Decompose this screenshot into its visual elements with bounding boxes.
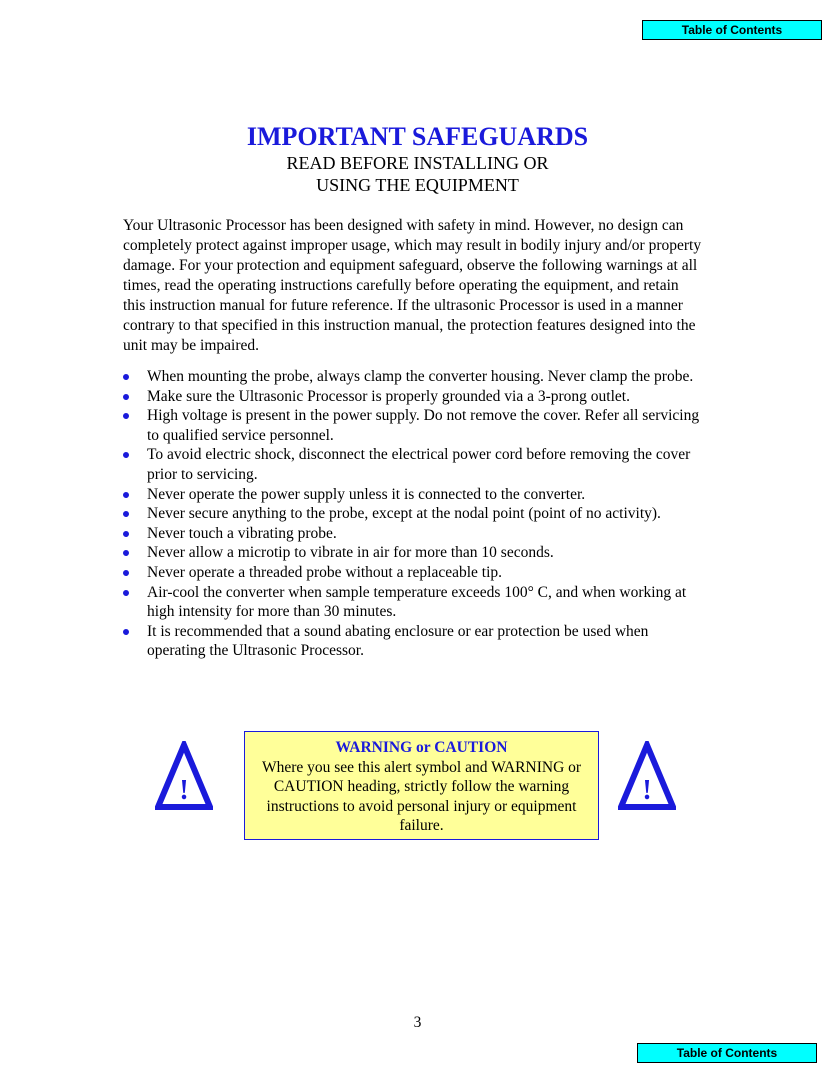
page-number: 3 bbox=[413, 1014, 422, 1031]
warning-callout bbox=[244, 731, 599, 840]
bullet-icon bbox=[123, 531, 129, 537]
list-item-text: Never secure anything to the probe, except at the nodal point (point of no activity). bbox=[147, 505, 661, 523]
table-of-contents-link-bottom[interactable]: Table of Contents bbox=[637, 1043, 817, 1063]
warning-body: Where you see this alert symbol and WARNING or CAUTION heading, strictly follow the warning instructions to avoid personal injury or equipment failure. bbox=[261, 758, 582, 834]
bullet-icon bbox=[123, 374, 129, 380]
list-item bbox=[123, 583, 708, 622]
table-of-contents-link-top[interactable]: Table of Contents bbox=[642, 20, 822, 40]
bullet-icon bbox=[123, 629, 129, 635]
warning-exclamation: ! bbox=[642, 775, 652, 806]
bullet-icon bbox=[123, 570, 129, 576]
bullet-icon bbox=[123, 394, 129, 400]
list-item-text: High voltage is present in the power supply. Do not remove the cover. Refer all servicing to qualified service personnel. bbox=[147, 407, 700, 444]
safety-bullet-list bbox=[123, 367, 708, 661]
list-item-text: When mounting the probe, always clamp the converter housing. Never clamp the probe. bbox=[147, 368, 694, 385]
bullet-icon bbox=[123, 511, 129, 517]
list-item bbox=[123, 406, 708, 445]
bullet-icon bbox=[123, 590, 129, 596]
list-item-text: Make sure the Ultrasonic Processor is properly grounded via a 3-prong outlet. bbox=[147, 387, 630, 405]
list-item-text: Never touch a vibrating probe. bbox=[147, 524, 337, 542]
warning-exclamation: ! bbox=[179, 775, 189, 806]
list-item bbox=[123, 504, 708, 524]
bullet-icon bbox=[123, 413, 129, 419]
list-item bbox=[123, 524, 708, 544]
page-subtitle-line1: READ BEFORE INSTALLING OR bbox=[286, 153, 549, 173]
warning-triangle-icon-right bbox=[618, 741, 676, 811]
list-item-text: Never operate a threaded probe without a replaceable tip. bbox=[147, 563, 503, 581]
list-item bbox=[123, 543, 708, 563]
list-item bbox=[123, 367, 708, 387]
list-item-text: It is recommended that a sound abating enclosure or ear protection be used when operating the Ultrasonic Processor. bbox=[147, 622, 649, 660]
warning-title: WARNING or CAUTION bbox=[335, 739, 508, 756]
list-item-text: Air-cool the converter when sample temperature exceeds 100° C, and when working at high intensity for more than 30 minutes. bbox=[147, 583, 687, 621]
list-item bbox=[123, 622, 708, 661]
list-item bbox=[123, 563, 708, 583]
bullet-icon bbox=[123, 452, 129, 458]
list-item bbox=[123, 445, 708, 484]
list-item-text: Never operate the power supply unless it is connected to the converter. bbox=[147, 485, 586, 503]
list-item-text: Never allow a microtip to vibrate in air for more than 10 seconds. bbox=[147, 544, 554, 562]
page-subtitle-line2: USING THE EQUIPMENT bbox=[316, 175, 519, 195]
page-title: IMPORTANT SAFEGUARDS bbox=[246, 122, 589, 151]
warning-triangle-icon-left bbox=[155, 741, 213, 811]
list-item bbox=[123, 387, 708, 407]
list-item-text: To avoid electric shock, disconnect the electrical power cord before removing the cover prior to servicing. bbox=[147, 446, 691, 483]
intro-paragraph: Your Ultrasonic Processor has been designed with safety in mind. However, no design can completely protect against improper usage, which may result in bodily injury and/or property damage. For your protection and equipment safeguard, observe the following warnings at all times, read the operating instructions carefully before operating the equipment, and retain this instruction manual for future reference. If the ultrasonic Processor is used in a manner contrary to that specified in this instruction manual, the protection features designed into the unit may be impaired. bbox=[123, 217, 702, 354]
list-item bbox=[123, 485, 708, 505]
bullet-icon bbox=[123, 492, 129, 498]
bullet-icon bbox=[123, 550, 129, 556]
